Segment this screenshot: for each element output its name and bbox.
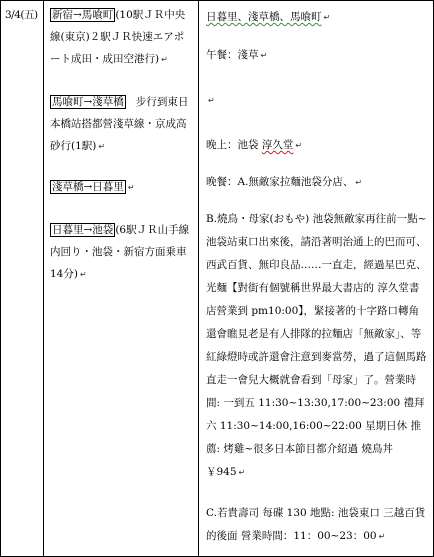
notes-paragraph-c: C.若貴壽司 每碟 130 地點: 池袋東口 三越百貨的後面 營業時間：11：00~23：00 ↵	[206, 507, 426, 542]
date-cell: 3/4(五)	[5, 9, 38, 21]
paragraph-mark-icon: ↵	[378, 532, 386, 541]
paragraph-mark-icon: ↵	[208, 96, 215, 105]
notes-line-3	[206, 89, 427, 112]
route-boxed-label: 新宿→馬喰町	[52, 9, 114, 21]
date-column	[1, 1, 44, 556]
route-detail: (10駅ＪＲ中央線(東京)２駅ＪＲ快速エアポート成田・成田空港行)	[50, 9, 186, 65]
route-block-3	[50, 176, 193, 199]
route-detail: (6駅ＪＲ山手線内回り・池袋・新宿方面乗車14分)	[50, 224, 190, 280]
route-column	[44, 1, 199, 556]
paragraph-mark-icon: ↵	[79, 270, 87, 279]
notes-line-2: 午餐：淺草 ↵	[206, 49, 268, 61]
paragraph-mark-icon: ↵	[238, 468, 246, 477]
paragraph-mark-icon: ↵	[127, 183, 135, 192]
paragraph-mark-icon: ↵	[355, 178, 363, 187]
paragraph-mark-icon: ↵	[323, 13, 331, 22]
route-block-4	[50, 219, 193, 286]
route-boxed-label: 淺草橋→日暮里	[52, 181, 124, 193]
route-detail: 步行到東日本橋站搭都營淺草線・京成高砂行(1駅)	[50, 96, 189, 152]
paragraph-mark-icon: ↵	[98, 142, 106, 151]
route-boxed-label: 日暮里→池袋	[52, 224, 114, 236]
notes-line-4: 晚上：池袋 淳久堂 ↵	[206, 139, 303, 151]
route-block-1	[50, 4, 193, 71]
paragraph-mark-icon: ↵	[161, 55, 168, 64]
route-boxed-label: 馬喰町→淺草橋	[52, 96, 124, 108]
paragraph-mark-icon: ↵	[260, 51, 268, 60]
notes-line-5: 晚餐：A.無敵家拉麵池袋分店、 ↵	[206, 176, 363, 188]
notes-paragraph-b: B.燒鳥・母家(おもや) 池袋無敵家再往前一點~池袋站東口出來後，請沿著明治通上的巴而可、西武百貨、無印良品……一直走，經過星巴克、光麵【對街有個號稱世界最大書店的 淳久堂書店營業到 pm10:00】，緊接著的十字路口轉角還會瞧見老是有人排隊的拉麵店「無敵家」、等紅綠燈時或許還會注意到麥當勞，過了這個馬路直走一會兒大概就會看到「母家」了。營業時間: 一到五 11:30~13:30,17:00~23:00 禮拜六 11:30~14:00,16:00~22:00 星期日休 推薦: 烤雞~很多日本節目都介紹過 燒鳥丼￥945 ↵	[206, 213, 427, 478]
notes-column	[199, 1, 433, 556]
paragraph-mark-icon: ↵	[295, 141, 303, 150]
notes-line-1: 日暮里、淺草橋、馬喰町 ↵	[206, 11, 331, 23]
route-block-2	[50, 91, 193, 158]
